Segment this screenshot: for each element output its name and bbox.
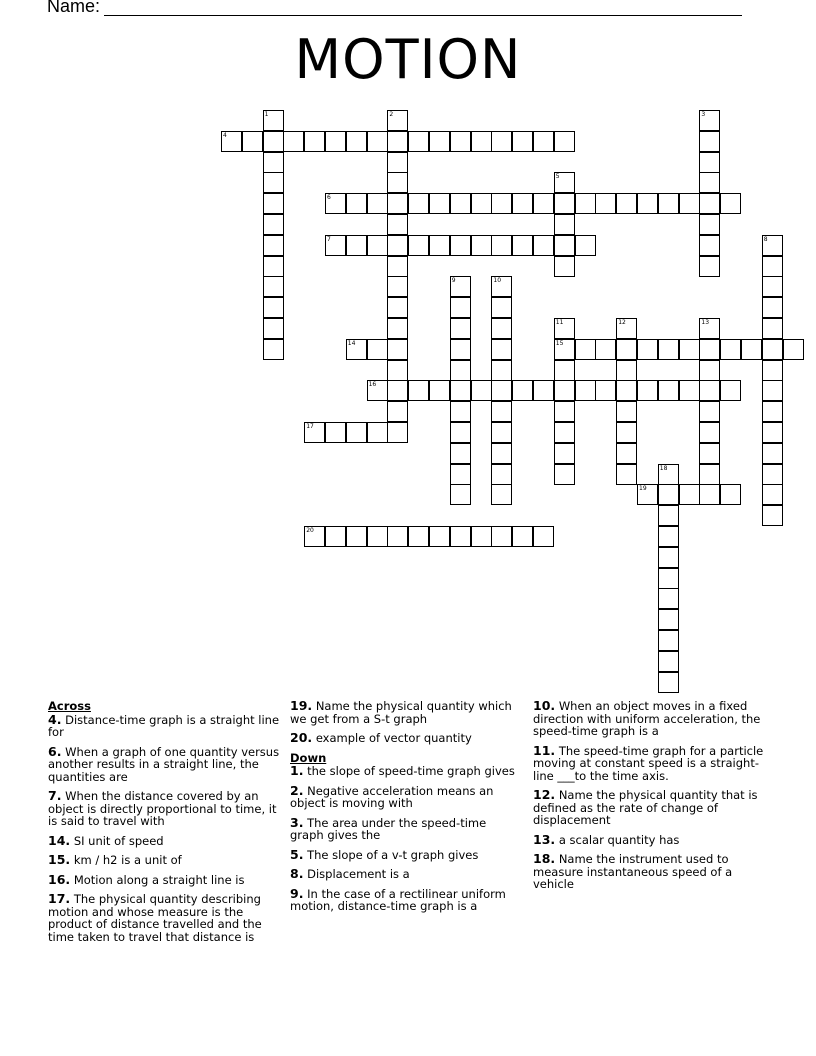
- grid-cell[interactable]: [658, 630, 679, 651]
- grid-cell[interactable]: [450, 443, 471, 464]
- grid-cell[interactable]: [699, 401, 720, 422]
- clue-15: [48, 854, 280, 867]
- grid-cell[interactable]: [699, 152, 720, 173]
- grid-cell[interactable]: [387, 297, 408, 318]
- grid-cell[interactable]: [304, 131, 325, 152]
- grid-cell[interactable]: [658, 505, 679, 526]
- grid-cell[interactable]: [346, 526, 367, 547]
- grid-cell[interactable]: [387, 214, 408, 235]
- cell-number: 18: [659, 464, 668, 472]
- grid-cell[interactable]: [720, 339, 741, 360]
- grid-cell[interactable]: [367, 131, 388, 152]
- grid-cell[interactable]: [658, 339, 679, 360]
- cell-number: 10: [493, 277, 502, 285]
- clue-text: Motion along a straight line is: [73, 872, 245, 887]
- grid-cell[interactable]: [450, 235, 471, 256]
- grid-cell[interactable]: [491, 131, 512, 152]
- grid-cell[interactable]: [512, 235, 533, 256]
- grid-cell[interactable]: [346, 339, 367, 360]
- grid-cell[interactable]: [491, 464, 512, 485]
- clue-5: [290, 846, 522, 862]
- grid-cell[interactable]: [533, 526, 554, 547]
- grid-cell[interactable]: [699, 360, 720, 381]
- grid-cell[interactable]: [679, 193, 700, 214]
- clue-19: [290, 700, 522, 725]
- grid-cell[interactable]: [387, 131, 408, 152]
- grid-cell[interactable]: [429, 131, 450, 152]
- grid-cell[interactable]: [387, 276, 408, 297]
- grid-cell[interactable]: [491, 401, 512, 422]
- grid-cell[interactable]: [699, 422, 720, 443]
- clue-number: 1.: [290, 763, 304, 778]
- grid-cell[interactable]: [554, 422, 575, 443]
- grid-cell[interactable]: [616, 360, 637, 381]
- clue-number: 20.: [290, 730, 313, 745]
- grid-cell[interactable]: [221, 131, 242, 152]
- clue-9: [290, 885, 522, 913]
- clue-12: [533, 789, 768, 827]
- grid-cell[interactable]: [658, 609, 679, 630]
- grid-cell[interactable]: [554, 193, 575, 214]
- grid-cell[interactable]: [263, 172, 284, 193]
- cell-number: 12: [618, 319, 626, 326]
- grid-cell[interactable]: [367, 235, 388, 256]
- clue-number: 4.: [48, 711, 62, 727]
- grid-cell[interactable]: [450, 131, 471, 152]
- clue-text: The slope of a v-t graph gives: [307, 847, 479, 862]
- clue-number: 5.: [290, 846, 304, 862]
- grid-cell[interactable]: [616, 339, 637, 360]
- clue-number: 17.: [48, 891, 71, 906]
- clue-number: 16.: [48, 871, 71, 887]
- grid-cell[interactable]: [762, 422, 783, 443]
- clue-text: When a graph of one quantity versus another results in a straight line, the quantities are: [48, 744, 280, 784]
- grid-cell[interactable]: [242, 131, 263, 152]
- clue-text: the slope of speed-time graph gives: [307, 764, 515, 778]
- cell-number: 19: [639, 485, 647, 493]
- grid-cell[interactable]: [325, 422, 346, 443]
- grid-cell[interactable]: [387, 401, 408, 422]
- clue-text: When an object moves in a fixed direction with uniform acceleration, the speed-time graph is a: [533, 699, 761, 738]
- grid-cell[interactable]: [263, 152, 284, 173]
- cell-number: 14: [347, 339, 356, 347]
- grid-cell[interactable]: [554, 443, 575, 464]
- grid-cell[interactable]: [450, 318, 471, 339]
- clue-3: [290, 814, 522, 842]
- grid-cell[interactable]: [616, 401, 637, 422]
- clue-column-3: [533, 700, 768, 898]
- grid-cell[interactable]: [720, 484, 741, 505]
- grid-cell[interactable]: [263, 214, 284, 235]
- clue-text: Displacement is a: [307, 867, 410, 881]
- grid-cell[interactable]: [554, 318, 575, 339]
- grid-cell[interactable]: [491, 484, 512, 505]
- grid-cell[interactable]: [450, 339, 471, 360]
- clue-text: Negative acceleration means an object is moving with: [290, 783, 494, 810]
- grid-cell[interactable]: [429, 526, 450, 547]
- grid-cell[interactable]: [450, 526, 471, 547]
- clue-text: The speed-time graph for a particle moving at constant speed is a straight-line ___to the time axis.: [533, 743, 764, 783]
- grid-cell[interactable]: [491, 339, 512, 360]
- grid-cell[interactable]: [679, 484, 700, 505]
- clue-text: example of vector quantity: [315, 731, 472, 745]
- grid-cell[interactable]: [762, 318, 783, 339]
- grid-cell[interactable]: [595, 380, 616, 401]
- cell-number: 17: [306, 423, 314, 430]
- clue-number: 19.: [290, 698, 313, 713]
- cell-number: 4: [223, 131, 227, 139]
- clue-number: 8.: [290, 866, 304, 881]
- clue-number: 2.: [290, 782, 304, 798]
- grid-cell[interactable]: [658, 588, 679, 609]
- clue-column-1: [48, 700, 280, 950]
- clue-16: [48, 871, 280, 887]
- cell-number: 20: [306, 527, 314, 534]
- clue-number: 10.: [533, 698, 556, 713]
- grid-cell[interactable]: [575, 193, 596, 214]
- grid-cell[interactable]: [512, 131, 533, 152]
- grid-cell[interactable]: [408, 380, 429, 401]
- grid-cell[interactable]: [720, 193, 741, 214]
- clue-text: The area under the speed-time graph gives the: [290, 815, 487, 842]
- clue-number: 14.: [48, 832, 71, 848]
- grid-cell[interactable]: [450, 464, 471, 485]
- cell-number: 3: [701, 111, 706, 118]
- grid-cell[interactable]: [658, 464, 679, 485]
- grid-cell[interactable]: [699, 235, 720, 256]
- grid-cell[interactable]: [408, 526, 429, 547]
- clue-text: When the distance covered by an object is directly proportional to time, it is said to travel with: [48, 789, 277, 828]
- grid-cell[interactable]: [616, 193, 637, 214]
- clue-1: [290, 765, 522, 778]
- grid-cell[interactable]: [387, 318, 408, 339]
- grid-cell[interactable]: [720, 380, 741, 401]
- grid-cell[interactable]: [263, 256, 284, 277]
- grid-cell[interactable]: [762, 235, 783, 256]
- clue-11: [533, 742, 768, 783]
- grid-cell[interactable]: [450, 193, 471, 214]
- grid-cell[interactable]: [533, 235, 554, 256]
- clue-text: In the case of a rectilinear uniform motion, distance-time graph is a: [290, 886, 506, 913]
- grid-cell[interactable]: [387, 193, 408, 214]
- grid-cell[interactable]: [450, 401, 471, 422]
- grid-cell[interactable]: [387, 110, 408, 131]
- across-header: Across: [48, 699, 91, 713]
- clue-number: 6.: [48, 743, 62, 759]
- grid-cell[interactable]: [367, 422, 388, 443]
- grid-cell[interactable]: [471, 131, 492, 152]
- grid-cell[interactable]: [554, 464, 575, 485]
- grid-cell[interactable]: [699, 464, 720, 485]
- clue-number: 7.: [48, 788, 62, 803]
- clue-4: [48, 711, 280, 739]
- grid-cell[interactable]: [512, 380, 533, 401]
- cell-number: 11: [555, 319, 564, 326]
- grid-cell[interactable]: [491, 193, 512, 214]
- grid-cell[interactable]: [554, 235, 575, 256]
- grid-cell[interactable]: [762, 339, 783, 360]
- grid-cell[interactable]: [554, 360, 575, 381]
- grid-cell[interactable]: [699, 318, 720, 339]
- cell-number: 13: [701, 319, 710, 326]
- grid-cell[interactable]: [637, 339, 658, 360]
- grid-cell[interactable]: [658, 651, 679, 672]
- grid-cell[interactable]: [346, 235, 367, 256]
- cell-number: 1: [264, 111, 269, 118]
- grid-cell[interactable]: [699, 110, 720, 131]
- grid-cell[interactable]: [367, 339, 388, 360]
- grid-cell[interactable]: [575, 235, 596, 256]
- grid-cell[interactable]: [450, 276, 471, 297]
- grid-cell[interactable]: [471, 235, 492, 256]
- clue-14: [48, 832, 280, 848]
- grid-cell[interactable]: [575, 380, 596, 401]
- cell-number: 8: [763, 235, 768, 243]
- grid-cell[interactable]: [762, 401, 783, 422]
- grid-cell[interactable]: [283, 131, 304, 152]
- clue-17: [48, 893, 280, 943]
- cell-number: 16: [368, 381, 377, 389]
- grid-cell[interactable]: [699, 172, 720, 193]
- clue-6: [48, 743, 280, 784]
- grid-cell[interactable]: [595, 193, 616, 214]
- grid-cell[interactable]: [408, 235, 429, 256]
- grid-cell[interactable]: [491, 297, 512, 318]
- grid-cell[interactable]: [471, 526, 492, 547]
- grid-cell[interactable]: [471, 193, 492, 214]
- cell-number: 6: [327, 194, 331, 202]
- grid-cell[interactable]: [533, 193, 554, 214]
- grid-cell[interactable]: [699, 256, 720, 277]
- grid-cell[interactable]: [450, 422, 471, 443]
- grid-cell[interactable]: [554, 380, 575, 401]
- grid-cell[interactable]: [699, 380, 720, 401]
- grid-cell[interactable]: [263, 110, 284, 131]
- clue-text: a scalar quantity has: [558, 832, 680, 847]
- grid-cell[interactable]: [491, 235, 512, 256]
- grid-cell[interactable]: [762, 505, 783, 526]
- grid-cell[interactable]: [679, 339, 700, 360]
- clue-18: [533, 853, 768, 891]
- grid-cell[interactable]: [762, 484, 783, 505]
- grid-cell[interactable]: [762, 360, 783, 381]
- grid-cell[interactable]: [491, 526, 512, 547]
- grid-cell[interactable]: [408, 193, 429, 214]
- grid-cell[interactable]: [471, 380, 492, 401]
- clue-text: Name the physical quantity that is defined as the rate of change of displacement: [533, 788, 758, 827]
- clue-number: 12.: [533, 787, 556, 802]
- grid-cell[interactable]: [387, 172, 408, 193]
- grid-cell[interactable]: [367, 526, 388, 547]
- grid-cell[interactable]: [346, 193, 367, 214]
- grid-cell[interactable]: [325, 526, 346, 547]
- grid-cell[interactable]: [554, 131, 575, 152]
- clue-2: [290, 782, 522, 810]
- grid-cell[interactable]: [762, 464, 783, 485]
- grid-cell[interactable]: [263, 131, 284, 152]
- grid-cell[interactable]: [616, 422, 637, 443]
- grid-cell[interactable]: [658, 526, 679, 547]
- grid-cell[interactable]: [637, 380, 658, 401]
- grid-cell[interactable]: [429, 380, 450, 401]
- grid-cell[interactable]: [637, 484, 658, 505]
- grid-cell[interactable]: [367, 193, 388, 214]
- grid-cell[interactable]: [387, 526, 408, 547]
- grid-cell[interactable]: [325, 235, 346, 256]
- clue-number: 15.: [48, 852, 71, 867]
- grid-cell[interactable]: [554, 214, 575, 235]
- grid-cell[interactable]: [387, 152, 408, 173]
- grid-cell[interactable]: [699, 484, 720, 505]
- grid-cell[interactable]: [575, 339, 596, 360]
- grid-cell[interactable]: [783, 339, 804, 360]
- cell-number: 7: [327, 235, 331, 243]
- clue-number: 18.: [533, 851, 556, 866]
- grid-cell[interactable]: [325, 193, 346, 214]
- grid-cell[interactable]: [491, 276, 512, 297]
- grid-cell[interactable]: [658, 193, 679, 214]
- cell-number: 2: [389, 111, 394, 118]
- clue-text: The physical quantity describing motion and whose measure is the product of distance travelled and the time taken to travel that distance is: [48, 892, 262, 944]
- clue-column-2: [290, 700, 522, 920]
- grid-cell[interactable]: [346, 131, 367, 152]
- grid-cell[interactable]: [699, 214, 720, 235]
- clue-number: 13.: [533, 831, 556, 847]
- grid-cell[interactable]: [554, 256, 575, 277]
- grid-cell[interactable]: [658, 568, 679, 589]
- grid-cell[interactable]: [304, 422, 325, 443]
- grid-cell[interactable]: [429, 193, 450, 214]
- grid-cell[interactable]: [533, 131, 554, 152]
- grid-cell[interactable]: [429, 235, 450, 256]
- grid-cell[interactable]: [387, 360, 408, 381]
- grid-cell[interactable]: [346, 422, 367, 443]
- clue-10: [533, 700, 768, 738]
- grid-cell[interactable]: [616, 380, 637, 401]
- clue-text: Name the physical quantity which we get from a S-t graph: [290, 699, 512, 726]
- name-label: Name:: [47, 0, 101, 16]
- clue-7: [48, 790, 280, 828]
- cell-number: 9: [451, 277, 456, 285]
- grid-cell[interactable]: [512, 193, 533, 214]
- grid-cell[interactable]: [325, 131, 346, 152]
- grid-cell[interactable]: [699, 443, 720, 464]
- grid-cell[interactable]: [741, 339, 762, 360]
- grid-cell[interactable]: [512, 526, 533, 547]
- grid-cell[interactable]: [595, 339, 616, 360]
- grid-cell[interactable]: [387, 235, 408, 256]
- grid-cell[interactable]: [491, 422, 512, 443]
- grid-cell[interactable]: [367, 380, 388, 401]
- grid-cell[interactable]: [616, 464, 637, 485]
- grid-cell[interactable]: [616, 443, 637, 464]
- clue-text: Name the instrument used to measure instantaneous speed of a vehicle: [533, 852, 733, 891]
- clue-number: 11.: [533, 742, 556, 758]
- grid-cell[interactable]: [263, 193, 284, 214]
- clue-text: km / h2 is a unit of: [73, 853, 182, 867]
- grid-cell[interactable]: [762, 380, 783, 401]
- grid-cell[interactable]: [263, 339, 284, 360]
- grid-cell[interactable]: [679, 380, 700, 401]
- grid-cell[interactable]: [387, 422, 408, 443]
- grid-cell[interactable]: [658, 380, 679, 401]
- grid-cell[interactable]: [450, 484, 471, 505]
- cell-number: 5: [555, 173, 560, 181]
- grid-cell[interactable]: [408, 131, 429, 152]
- grid-cell[interactable]: [387, 256, 408, 277]
- grid-cell[interactable]: [491, 380, 512, 401]
- page-title: MOTION: [294, 28, 522, 91]
- grid-cell[interactable]: [263, 276, 284, 297]
- grid-cell[interactable]: [450, 297, 471, 318]
- grid-cell[interactable]: [450, 380, 471, 401]
- grid-cell[interactable]: [554, 172, 575, 193]
- grid-cell[interactable]: [658, 547, 679, 568]
- grid-cell[interactable]: [762, 256, 783, 277]
- grid-cell[interactable]: [304, 526, 325, 547]
- grid-cell[interactable]: [491, 360, 512, 381]
- grid-cell[interactable]: [762, 443, 783, 464]
- grid-cell[interactable]: [554, 339, 575, 360]
- clue-text: SI unit of speed: [73, 833, 164, 848]
- grid-cell[interactable]: [554, 401, 575, 422]
- grid-cell[interactable]: [658, 672, 679, 693]
- clue-8: [290, 868, 522, 881]
- grid-cell[interactable]: [699, 339, 720, 360]
- grid-cell[interactable]: [616, 318, 637, 339]
- grid-cell[interactable]: [762, 297, 783, 318]
- grid-cell[interactable]: [699, 193, 720, 214]
- grid-cell[interactable]: [762, 276, 783, 297]
- grid-cell[interactable]: [263, 235, 284, 256]
- clue-13: [533, 831, 768, 847]
- clue-number: 3.: [290, 814, 304, 830]
- grid-cell[interactable]: [263, 318, 284, 339]
- grid-cell[interactable]: [387, 339, 408, 360]
- grid-cell[interactable]: [658, 484, 679, 505]
- down-header: Down: [290, 750, 327, 765]
- clue-number: 9.: [290, 885, 304, 901]
- grid-cell[interactable]: [699, 131, 720, 152]
- clue-text: Distance-time graph is a straight line for: [48, 712, 280, 739]
- grid-cell[interactable]: [637, 193, 658, 214]
- grid-cell[interactable]: [491, 318, 512, 339]
- grid-cell[interactable]: [491, 443, 512, 464]
- grid-cell[interactable]: [387, 380, 408, 401]
- cell-number: 15: [555, 339, 564, 347]
- grid-cell[interactable]: [533, 380, 554, 401]
- grid-cell[interactable]: [450, 360, 471, 381]
- grid-cell[interactable]: [263, 297, 284, 318]
- clue-20: [290, 732, 522, 745]
